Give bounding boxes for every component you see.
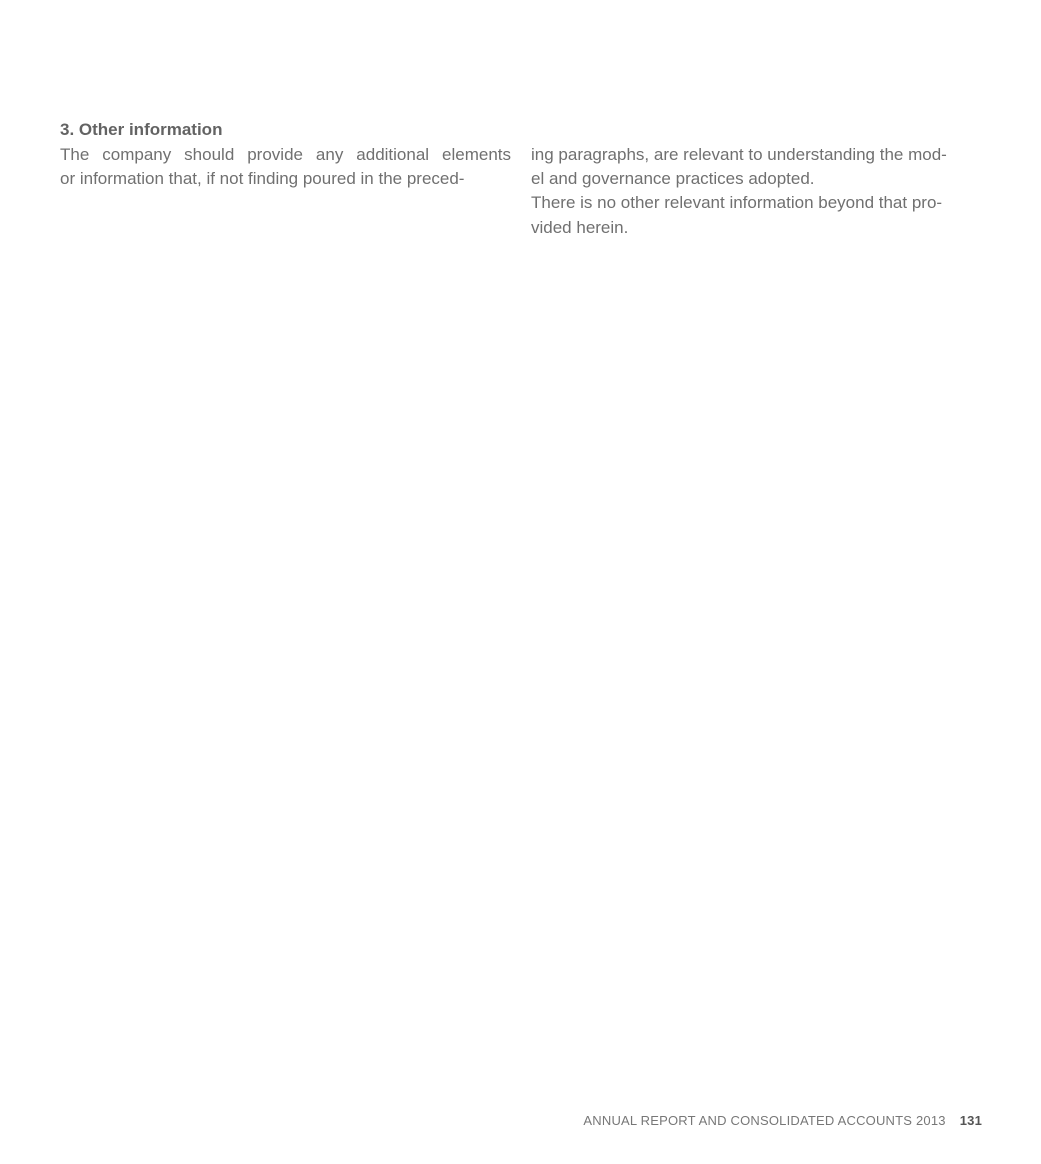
paragraph-line: There is no other relevant information beyond that pro- — [531, 193, 943, 212]
section-heading: 3. Other information — [60, 120, 223, 139]
paragraph-line: or information that, if not finding poured in the preced- — [60, 169, 465, 188]
page-footer — [583, 1112, 982, 1130]
paragraph-line: ing paragraphs, are relevant to understanding the mod- — [531, 145, 947, 164]
paragraph-line: The company should provide any additional elements — [60, 145, 511, 164]
report-title: ANNUAL REPORT AND CONSOLIDATED ACCOUNTS 2013 — [583, 1113, 946, 1128]
page-number: 131 — [959, 1113, 982, 1128]
paragraph-line: el and governance practices adopted. — [531, 169, 815, 188]
paragraph-line: vided herein. — [531, 218, 629, 237]
